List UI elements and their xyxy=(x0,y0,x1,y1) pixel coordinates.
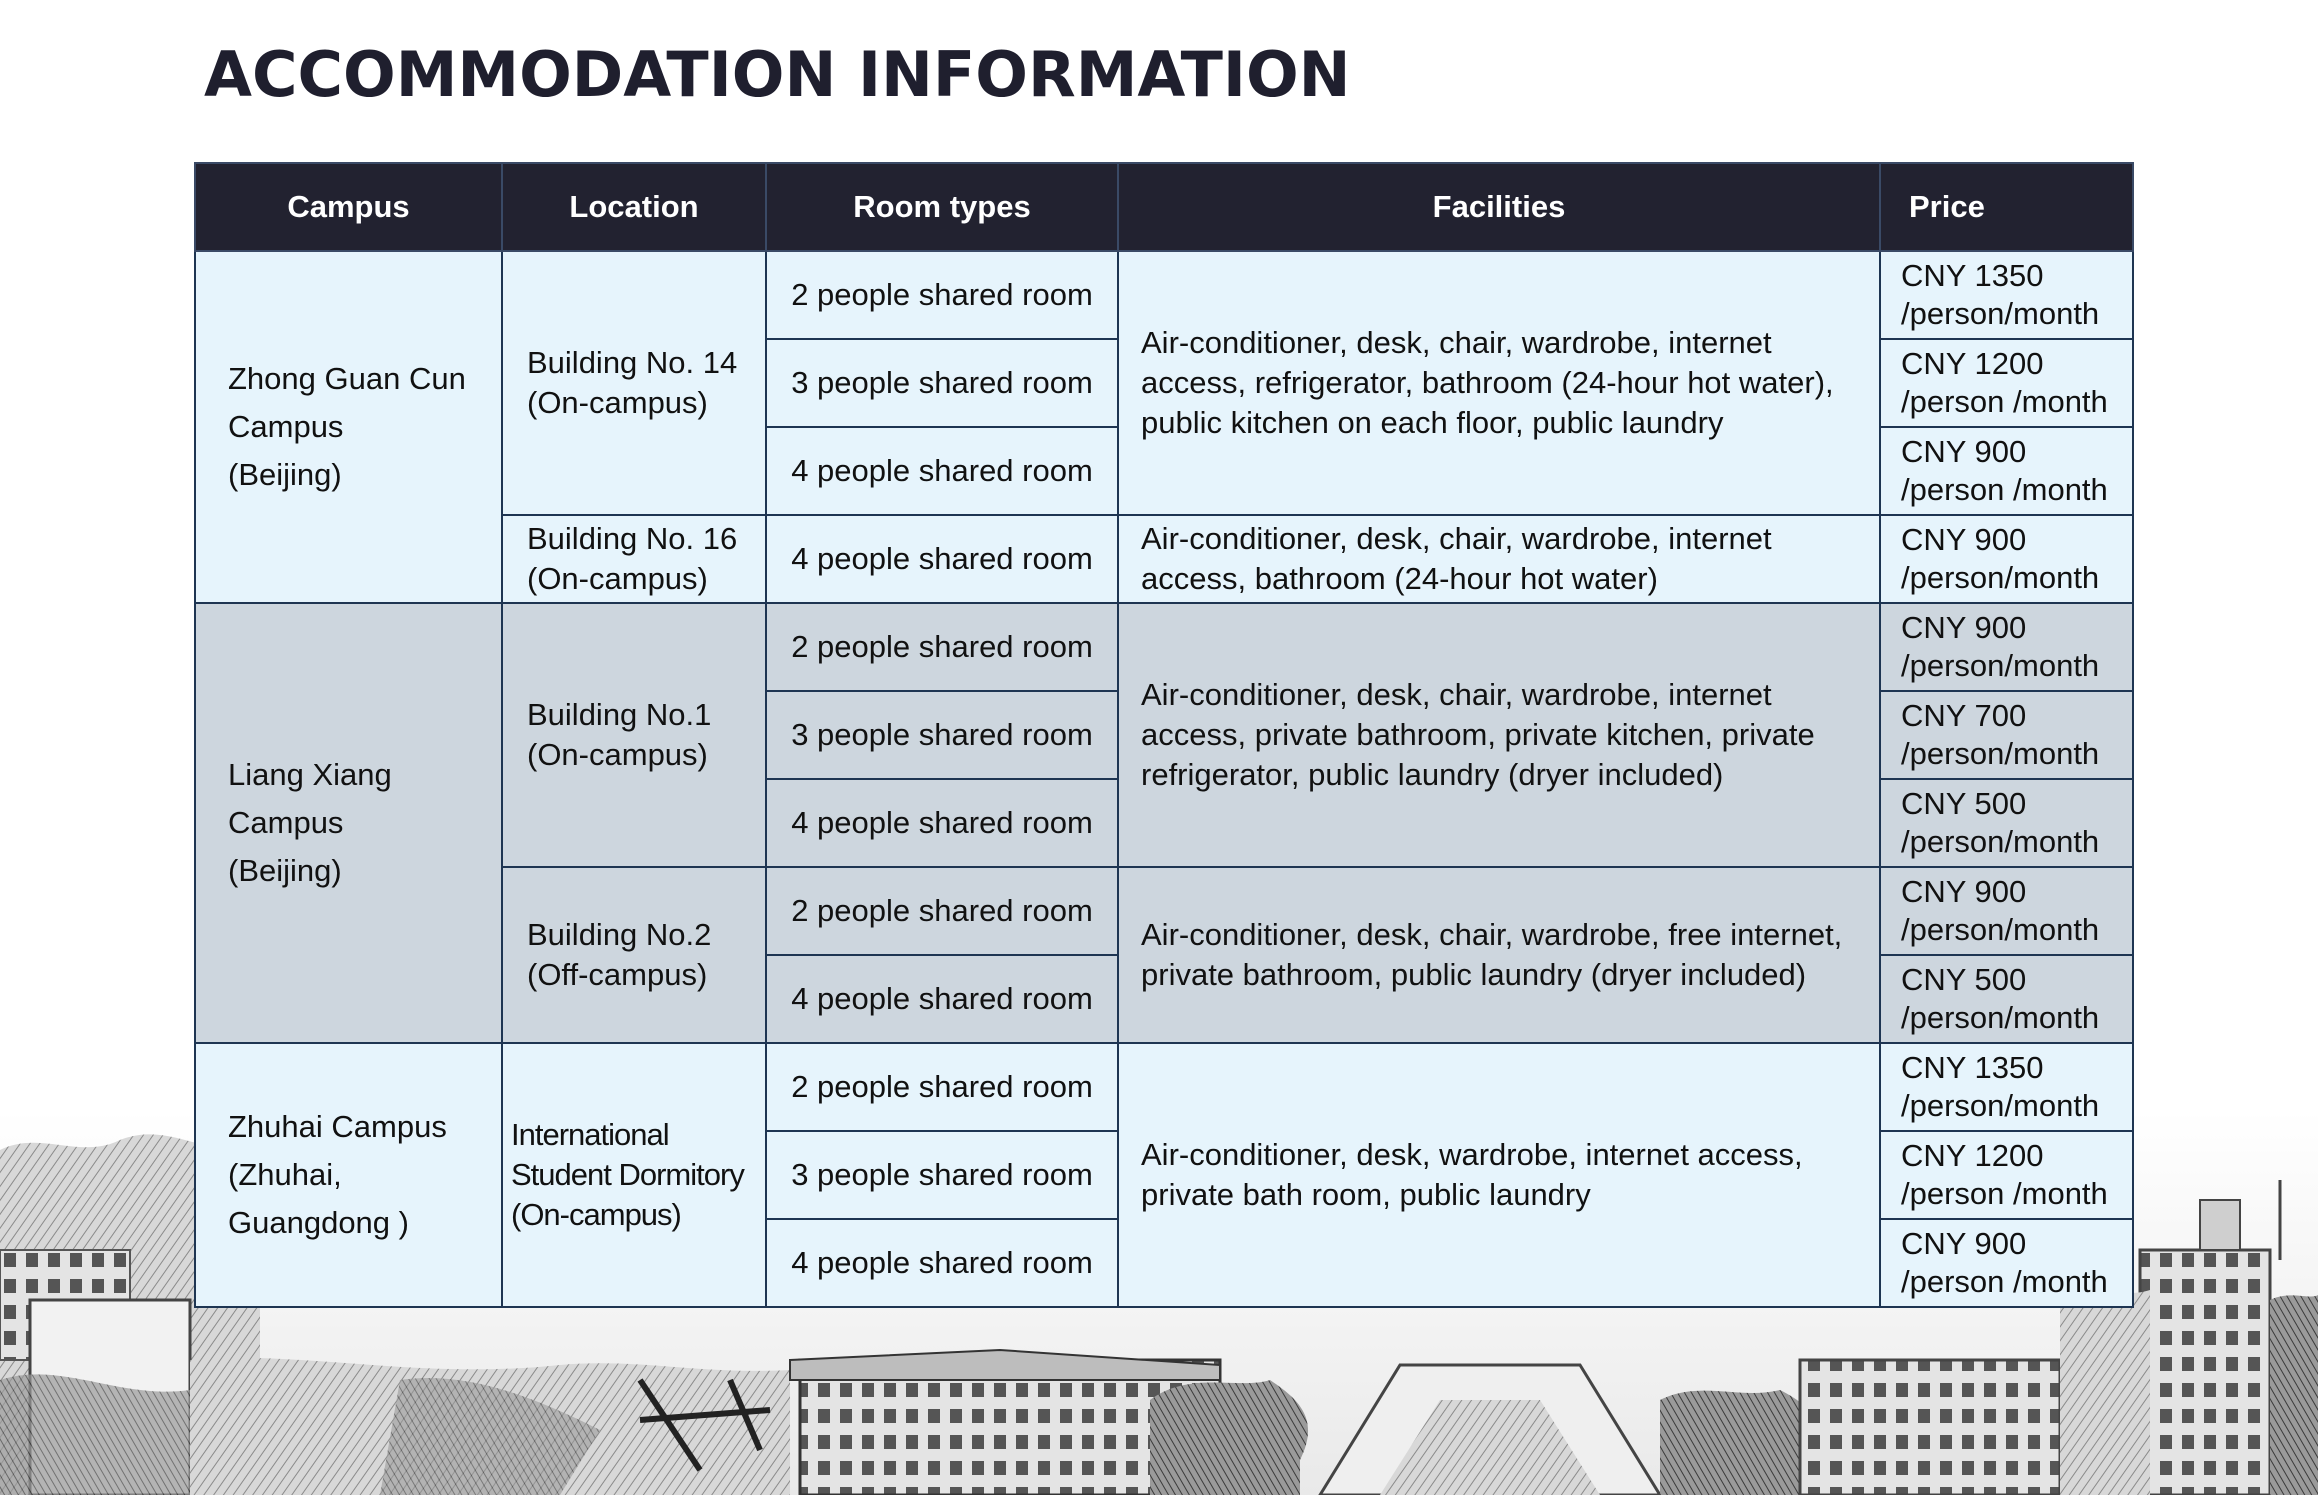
facilities-cell: Air-conditioner, desk, chair, wardrobe, internet access, bathroom (24-hour hot water) xyxy=(1118,515,1880,603)
location-name-line: Building No. 14 xyxy=(527,345,738,380)
campus-cell-zhong-guan-cun xyxy=(195,251,502,603)
price-unit: /person/month xyxy=(1901,1000,2100,1035)
price-amount: CNY 1350 xyxy=(1901,258,2044,293)
price-cell xyxy=(1880,867,2133,955)
price-unit: /person /month xyxy=(1901,1264,2108,1299)
facilities-cell: Air-conditioner, desk, chair, wardrobe, internet access, private bathroom, private kitchen, private refrigerator, public laundry (dryer included) xyxy=(1118,603,1880,867)
price-amount: CNY 1350 xyxy=(1901,1050,2044,1085)
header-price: Price xyxy=(1880,163,2133,251)
campus-name-line: (Zhuhai, xyxy=(228,1157,342,1192)
room-type-cell: 3 people shared room xyxy=(766,1131,1118,1219)
price-cell xyxy=(1880,691,2133,779)
room-type-cell: 2 people shared room xyxy=(766,1043,1118,1131)
room-type-cell: 2 people shared room xyxy=(766,603,1118,691)
location-cell-building-1 xyxy=(502,603,766,867)
table-row xyxy=(195,603,2133,691)
location-name-line: (On-campus) xyxy=(527,385,708,420)
facilities-cell: Air-conditioner, desk, wardrobe, internet access, private bath room, public laundry xyxy=(1118,1043,1880,1307)
location-name-line: Building No. 16 xyxy=(527,521,738,556)
price-unit: /person/month xyxy=(1901,560,2100,595)
accommodation-table-container xyxy=(194,162,2132,1308)
room-type-cell: 4 people shared room xyxy=(766,515,1118,603)
price-unit: /person/month xyxy=(1901,648,2100,683)
campus-cell-zhuhai xyxy=(195,1043,502,1307)
price-amount: CNY 900 xyxy=(1901,1226,2027,1261)
price-cell xyxy=(1880,955,2133,1043)
price-unit: /person /month xyxy=(1901,1176,2108,1211)
price-amount: CNY 700 xyxy=(1901,698,2027,733)
header-campus: Campus xyxy=(195,163,502,251)
room-type-cell: 4 people shared room xyxy=(766,779,1118,867)
location-name-line: (Off-campus) xyxy=(527,957,708,992)
price-cell xyxy=(1880,1131,2133,1219)
room-type-cell: 3 people shared room xyxy=(766,339,1118,427)
room-type-cell: 2 people shared room xyxy=(766,251,1118,339)
location-cell-building-14 xyxy=(502,251,766,515)
price-unit: /person/month xyxy=(1901,736,2100,771)
campus-cell-liang-xiang xyxy=(195,603,502,1043)
price-amount: CNY 500 xyxy=(1901,786,2027,821)
location-cell-international-dormitory xyxy=(502,1043,766,1307)
room-type-cell: 4 people shared room xyxy=(766,1219,1118,1307)
location-name-line: Student Dormitory xyxy=(511,1157,744,1192)
facilities-cell: Air-conditioner, desk, chair, wardrobe, internet access, refrigerator, bathroom (24-hour hot water), public kitchen on each floor, public laundry xyxy=(1118,251,1880,515)
location-name-line: Building No.1 xyxy=(527,697,712,732)
table-row xyxy=(195,1043,2133,1131)
campus-name-line: Campus xyxy=(228,409,344,444)
price-amount: CNY 900 xyxy=(1901,434,2027,469)
price-amount: CNY 1200 xyxy=(1901,346,2044,381)
location-cell-building-16 xyxy=(502,515,766,603)
price-cell xyxy=(1880,339,2133,427)
price-cell xyxy=(1880,603,2133,691)
campus-name-line: Zhuhai Campus xyxy=(228,1109,447,1144)
price-unit: /person/month xyxy=(1901,296,2100,331)
location-name-line: (On-campus) xyxy=(511,1197,681,1232)
location-name-line: (On-campus) xyxy=(527,561,708,596)
price-amount: CNY 1200 xyxy=(1901,1138,2044,1173)
price-cell xyxy=(1880,515,2133,603)
price-amount: CNY 500 xyxy=(1901,962,2027,997)
price-unit: /person/month xyxy=(1901,912,2100,947)
header-room-types: Room types xyxy=(766,163,1118,251)
accommodation-table xyxy=(194,162,2134,1308)
price-unit: /person /month xyxy=(1901,472,2108,507)
location-name-line: (On-campus) xyxy=(527,737,708,772)
price-unit: /person/month xyxy=(1901,824,2100,859)
room-type-cell: 4 people shared room xyxy=(766,427,1118,515)
campus-name-line: (Beijing) xyxy=(228,853,342,888)
header-location: Location xyxy=(502,163,766,251)
room-type-cell: 3 people shared room xyxy=(766,691,1118,779)
room-type-cell: 2 people shared room xyxy=(766,867,1118,955)
price-cell xyxy=(1880,251,2133,339)
location-name-line: International xyxy=(511,1117,669,1152)
location-cell-building-2 xyxy=(502,867,766,1043)
header-facilities: Facilities xyxy=(1118,163,1880,251)
table-header-row xyxy=(195,163,2133,251)
campus-name-line: (Beijing) xyxy=(228,457,342,492)
price-unit: /person /month xyxy=(1901,384,2108,419)
price-cell xyxy=(1880,427,2133,515)
facilities-cell: Air-conditioner, desk, chair, wardrobe, free internet, private bathroom, public laundry (dryer included) xyxy=(1118,867,1880,1043)
price-cell xyxy=(1880,1219,2133,1307)
price-cell xyxy=(1880,1043,2133,1131)
price-amount: CNY 900 xyxy=(1901,874,2027,909)
room-type-cell: 4 people shared room xyxy=(766,955,1118,1043)
price-amount: CNY 900 xyxy=(1901,610,2027,645)
location-name-line: Building No.2 xyxy=(527,917,712,952)
campus-name-line: Guangdong ) xyxy=(228,1205,409,1240)
price-cell xyxy=(1880,779,2133,867)
price-unit: /person/month xyxy=(1901,1088,2100,1123)
table-row xyxy=(195,251,2133,339)
campus-name-line: Campus xyxy=(228,805,344,840)
price-amount: CNY 900 xyxy=(1901,522,2027,557)
campus-name-line: Zhong Guan Cun xyxy=(228,361,466,396)
page-title: ACCOMMODATION INFORMATION xyxy=(204,38,1351,111)
campus-name-line: Liang Xiang xyxy=(228,757,392,792)
